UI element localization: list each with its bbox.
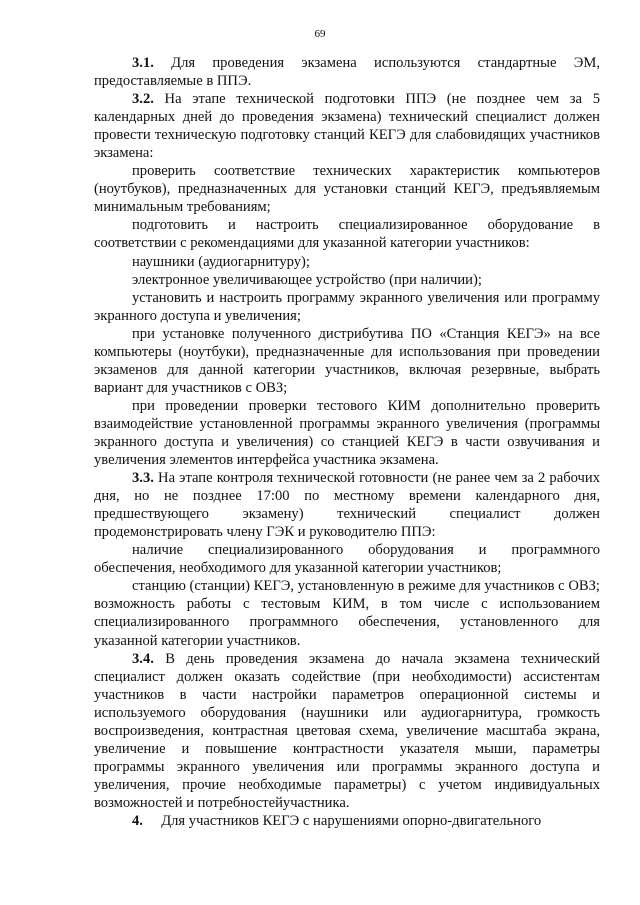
list-item — [94, 271, 600, 289]
list-item — [94, 253, 600, 271]
list-item — [94, 162, 600, 216]
section-number: 3.4. — [132, 650, 154, 667]
document-body — [94, 54, 600, 830]
paragraph-text: электронное увеличивающее устройство (при наличии); — [132, 271, 482, 288]
paragraph-text: подготовить и настроить специализированное оборудование в соответствии с рекомендациями для указанной категории участников: — [94, 217, 600, 252]
paragraph-text: Для проведения экзамена используются стандартные ЭМ, предоставляемые в ППЭ. — [94, 55, 600, 90]
paragraph-text: при установке полученного дистрибутива ПО «Станция КЕГЭ» на все компьютеры (ноутбуки), предназначенные для использования при проведении экзаменов для данной категории участников, включая резервные, выбрать вариант для участников с ОВЗ; — [94, 325, 600, 396]
list-item — [94, 577, 600, 649]
section-number: 3.2. — [132, 91, 154, 108]
paragraph-3-3 — [94, 469, 600, 541]
page-number: 69 — [314, 28, 326, 40]
paragraph-text: Для участников КЕГЭ с нарушениями опорно-двигательного — [142, 812, 542, 829]
paragraph-4 — [94, 812, 600, 830]
paragraph-text: при проведении проверки тестового КИМ дополнительно проверить взаимодействие установленной программы экранного увеличения (программы экранного доступа и увеличения) со станцией КЕГЭ в части озвучивания и увеличения элементов интерфейса участника экзамена. — [94, 397, 600, 469]
list-item — [94, 541, 600, 577]
list-item — [94, 325, 600, 397]
section-number: 3.1. — [132, 55, 154, 71]
paragraph-text: наличие специализированного оборудования и программного обеспечения, необходимого для указанной категории участников; — [94, 542, 600, 577]
section-number: 4. — [132, 812, 143, 829]
paragraph-3-2 — [94, 90, 600, 162]
paragraph-text: На этапе контроля технической готовности (не ранее чем за 2 рабочих дня, но не позднее 17:00 по местному времени календарного дня, предшествующего экзамену) технический специалист должен продемонстрировать члену ГЭК и руководителю ППЭ: — [94, 470, 600, 541]
paragraph-text: станцию (станции) КЕГЭ, установленную в режиме для участников с ОВЗ; возможность работы с тестовым КИМ, в том числе с использованием специализированного программного обеспечения, установленного для указанной категории участников. — [94, 578, 600, 649]
paragraph-text: На этапе технической подготовки ППЭ (не позднее чем за 5 календарных дней до проведения экзамена) технический специалист должен провести техническую подготовку станций КЕГЭ для слабовидящих участников экзамена: — [94, 91, 600, 162]
paragraph-text: установить и настроить программу экранного увеличения или программу экранного доступа и увеличения; — [94, 289, 600, 324]
paragraph-3-4 — [94, 650, 600, 812]
paragraph-text: наушники (аудиогарнитуру); — [132, 253, 310, 270]
list-item — [94, 216, 600, 252]
list-item — [94, 289, 600, 325]
section-number: 3.3. — [132, 470, 154, 487]
paragraph-text: В день проведения экзамена до начала экзамена технический специалист должен оказать содействие (при необходимости) ассистентам участников в части настройки параметров операционной системы и используемого оборудования (наушники или аудиогарнитура, громкость воспроизведения, контрастная цветовая схема, увеличение масштаба экрана, увеличение и повышение контрастности указателя мыши, параметры программы экранного увеличения или программы экранного доступа и увеличения, прочие необходимые параметры) с учетом индивидуальных возможностей и потребностейучастника. — [94, 650, 600, 811]
paragraph-3-1 — [94, 54, 600, 90]
paragraph-text: проверить соответствие технических характеристик компьютеров (ноутбуков), предназначенных для установки станций КЕГЭ, предъявляемым минимальным требованиям; — [94, 163, 600, 216]
list-item — [94, 397, 600, 469]
